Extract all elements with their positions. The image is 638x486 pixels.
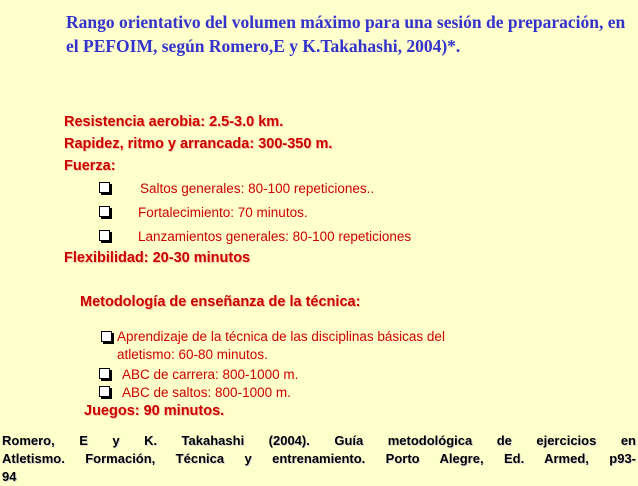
metodologia-heading: Metodología de enseñanza de la técnica: — [80, 294, 361, 310]
reference-line-3: 94 — [2, 469, 17, 484]
aprendizaje-item — [101, 328, 445, 345]
flexibilidad-line: Flexibilidad: 20-30 minutos — [64, 250, 251, 266]
juegos-line: Juegos: 90 minutos. — [84, 403, 225, 419]
resistencia-aerobia-line: Resistencia aerobia: 2.5-3.0 km. — [64, 114, 284, 130]
checkbox-square-icon — [99, 230, 110, 241]
rapidez-line: Rapidez, ritmo y arrancada: 300-350 m. — [64, 136, 333, 152]
aprendizaje-text-line1: Aprendizaje de la técnica de las disciplinas básicas del — [117, 329, 445, 344]
checkbox-square-icon — [99, 182, 110, 193]
lanzamientos-item: Lanzamientos generales: 80-100 repeticiones — [138, 229, 412, 244]
slide-title: Rango orientativo del volumen máximo para una sesión de preparación, en el PEFOIM, según Romero,E y K.Takahashi, 2004)*. — [66, 12, 626, 56]
checkbox-square-icon — [101, 331, 112, 342]
aprendizaje-item-continuation: atletismo: 60-80 minutos. — [117, 347, 268, 362]
checkbox-square-icon — [99, 386, 110, 397]
checkbox-square-icon — [99, 368, 110, 379]
abc-carrera-item: ABC de carrera: 800-1000 m. — [122, 367, 299, 382]
reference-line-2: Atletismo. Formación, Técnica y entrenamiento. Porto Alegre, Ed. Armed, p93- — [2, 451, 636, 466]
checkbox-square-icon — [99, 206, 110, 217]
fuerza-heading: Fuerza: — [64, 158, 116, 174]
reference-line-1: Romero, E y K. Takahashi (2004). Guía metodológica de ejercicios en — [2, 433, 636, 448]
saltos-generales-item: Saltos generales: 80-100 repeticiones.. — [140, 181, 375, 196]
fortalecimiento-item: Fortalecimiento: 70 minutos. — [138, 205, 308, 220]
reference-citation — [2, 432, 636, 486]
abc-saltos-item: ABC de saltos: 800-1000 m. — [122, 385, 291, 400]
